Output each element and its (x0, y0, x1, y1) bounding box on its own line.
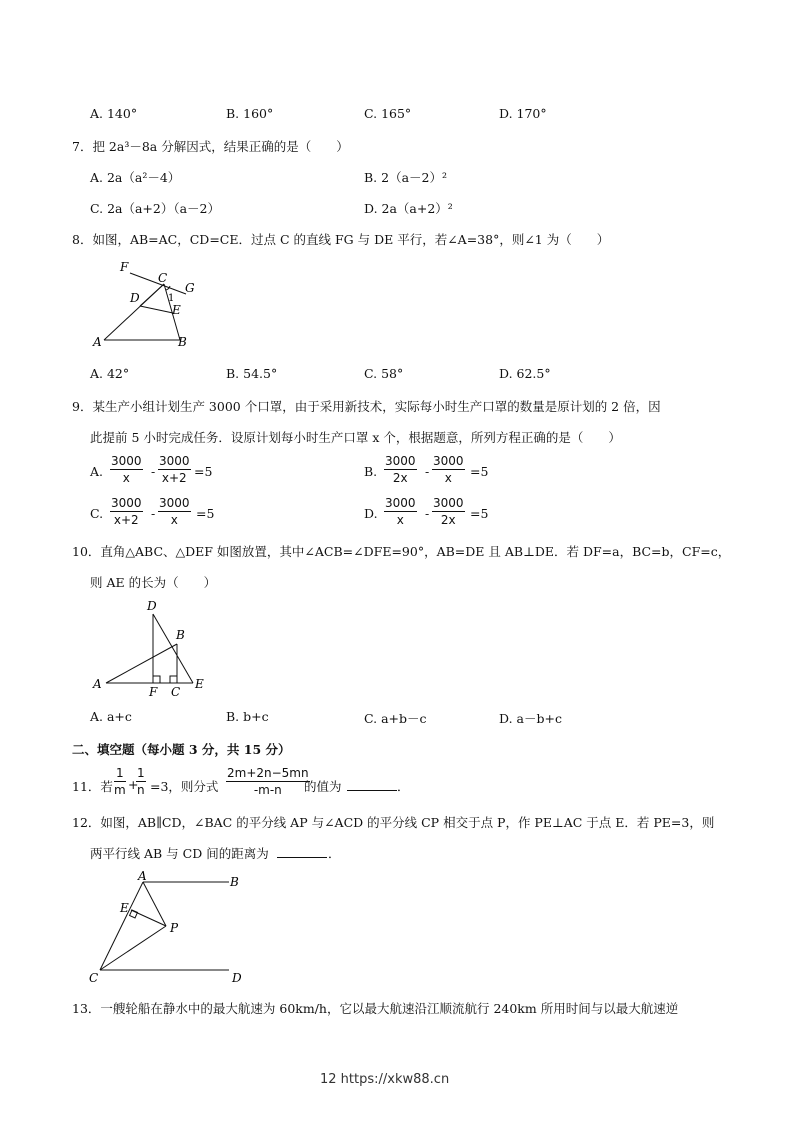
q9-a-rhs: =5 (194, 464, 213, 479)
q9-d-rhs: =5 (470, 506, 489, 521)
q8-label-a: A (93, 335, 102, 349)
q10-label-e: E (195, 677, 204, 691)
q8-figure (90, 256, 210, 352)
q12-label-a: A (138, 869, 147, 883)
q8-stem: 8．如图，AB=AC，CD=CE．过点 C 的直线 FG 与 DE 平行，若∠A=38°，则∠1 为（ ） (72, 232, 610, 247)
q10-label-b: B (176, 628, 185, 642)
q9-c-rhs: =5 (196, 506, 215, 521)
q12-label-e: E (120, 901, 129, 915)
q8-label-b: B (178, 335, 187, 349)
q10-option-a: A. a+c (90, 709, 132, 724)
q11-prefix: 11．若 (72, 779, 113, 794)
q9-a-frac2: $\frac{3000}{x+2}$ (159, 454, 190, 485)
q9-c-letter: C. (90, 506, 104, 521)
q8-option-a: A. 42° (90, 366, 130, 381)
q9-stem-line1: 9．某生产小组计划生产 3000 个口罩，由于采用新技术，实际每小时生产口罩的数量是原计划的 2 倍，因 (72, 399, 661, 414)
q11-frac1: $\frac{1}{m}$ (114, 766, 126, 797)
q11-mid: =3，则分式 (150, 779, 219, 794)
q9-b-frac2: $\frac{3000}{x}$ (433, 454, 464, 485)
q10-label-c: C (171, 685, 181, 699)
q11-frac2: $\frac{1}{n}$ (137, 766, 145, 797)
q12-figure (86, 866, 256, 988)
q10-label-a: A (93, 677, 102, 691)
q9-d-frac2: $\frac{3000}{2x}$ (433, 496, 464, 527)
q10-label-f: F (149, 685, 158, 699)
q9-b-letter: B. (364, 464, 378, 479)
q9-c-frac1: $\frac{3000}{x+2}$ (111, 496, 142, 527)
q7-option-d: D. 2a（a+2）² (364, 201, 453, 216)
q9-d-letter: D. (364, 506, 378, 521)
q6-option-d: D. 170° (499, 106, 547, 121)
q8-label-d: D (130, 291, 140, 305)
q7-option-a: A. 2a（a²－4） (90, 170, 181, 185)
q6-option-c: C. 165° (364, 106, 412, 121)
q9-d-minus: - (425, 506, 430, 521)
q8-label-1: 1 (168, 293, 175, 304)
q10-label-d: D (147, 599, 157, 613)
q9-a-frac1: $\frac{3000}{x}$ (111, 454, 142, 485)
q11-end: ． (397, 779, 410, 794)
q9-stem-line2: 此提前 5 小时完成任务．设原计划每小时生产口罩 x 个，根据题意，所列方程正确的是（ ） (90, 430, 621, 445)
q12-stem-line1: 12．如图，AB∥CD，∠BAC 的平分线 AP 与∠ACD 的平分线 CP 相交于点 P，作 PE⊥AC 于点 E．若 PE=3，则 (72, 815, 715, 830)
q6-option-b: B. 160° (226, 106, 274, 121)
q6-option-a: A. 140° (90, 106, 138, 121)
section-heading: 二、填空题（每小题 3 分，共 15 分） (72, 742, 291, 757)
page-footer: 12 https://xkw88.cn (320, 1072, 450, 1087)
q8-option-d: D. 62.5° (499, 366, 551, 381)
q8-option-b: B. 54.5° (226, 366, 278, 381)
q12-end: ． (328, 846, 341, 861)
q9-b-frac1: $\frac{3000}{2x}$ (385, 454, 416, 485)
q7-option-b: B. 2（a－2）² (364, 170, 448, 185)
q9-b-rhs: =5 (470, 464, 489, 479)
q10-stem-line2: 则 AE 的长为（ ） (90, 575, 217, 590)
q7-stem: 7．把 2a³－8a 分解因式，结果正确的是（ ） (72, 139, 349, 154)
q13-stem: 13．一艘轮船在静水中的最大航速为 60km/h，它以最大航速沿江顺流航行 240km 所用时间与以最大航速逆 (72, 1001, 679, 1016)
q10-option-d: D. a－b+c (499, 711, 562, 726)
q12-label-b: B (230, 875, 239, 889)
q11-post: 的值为 (304, 779, 342, 794)
q10-option-b: B. b+c (226, 709, 269, 724)
q9-c-frac2: $\frac{3000}{x}$ (159, 496, 190, 527)
q9-d-frac1: $\frac{3000}{x}$ (385, 496, 416, 527)
q7-option-c: C. 2a（a+2）（a－2） (90, 201, 221, 216)
q12-label-p: P (170, 921, 179, 935)
q8-label-c: C (158, 271, 168, 285)
q8-label-e: E (172, 303, 181, 317)
q9-a-minus: - (151, 464, 156, 479)
q8-label-g: G (185, 281, 195, 295)
q9-c-minus: - (151, 506, 156, 521)
q11-plus: + (128, 777, 139, 792)
q8-label-f: F (120, 260, 129, 274)
q9-b-minus: - (425, 464, 430, 479)
q12-answer-blank[interactable] (277, 857, 327, 858)
q11-frac3: $\frac{2m+2n-5mn}{-m-n}$ (227, 766, 309, 797)
q12-label-c: C (89, 971, 99, 985)
q12-stem-line2: 两平行线 AB 与 CD 间的距离为 (90, 846, 269, 861)
q9-a-letter: A. (90, 464, 104, 479)
q10-option-c: C. a+b－c (364, 711, 427, 726)
q10-stem-line1: 10．直角△ABC、△DEF 如图放置，其中∠ACB=∠DFE=90°，AB=DE 且 AB⊥DE．若 DF=a，BC=b，CF=c， (72, 544, 731, 559)
q10-figure (90, 596, 220, 700)
q8-option-c: C. 58° (364, 366, 404, 381)
q12-label-d: D (232, 971, 242, 985)
q11-answer-blank[interactable] (347, 790, 397, 791)
